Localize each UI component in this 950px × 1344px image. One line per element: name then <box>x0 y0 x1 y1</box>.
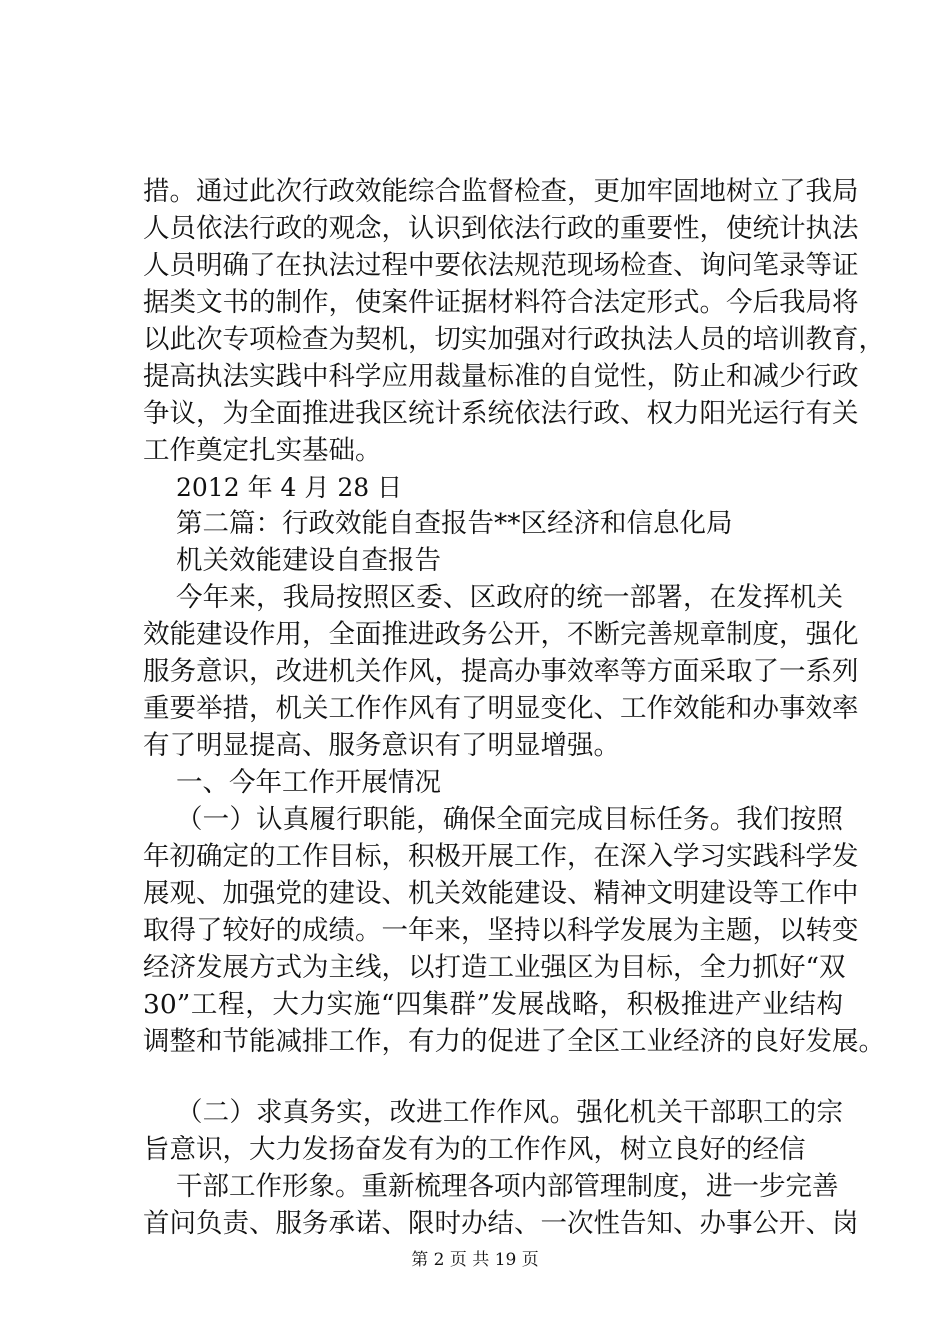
section-title: 第二篇：行政效能自查报告**区经济和信息化局 <box>176 508 733 539</box>
text-line: 干部工作形象。重新梳理各项内部管理制度，进一步完善 <box>176 1171 839 1202</box>
text-line: 人员明确了在执法过程中要依法规范现场检查、询问笔录等证 <box>143 250 859 281</box>
text-line: 工作奠定扎实基础。 <box>143 435 382 466</box>
text-line: 旨意识，大力发扬奋发有为的工作作风，树立良好的经信 <box>143 1134 806 1165</box>
text-line: 今年来，我局按照区委、区政府的统一部署，在发挥机关 <box>176 582 843 613</box>
text-line: 服务意识，改进机关作风，提高办事效率等方面采取了一系列 <box>143 656 859 687</box>
text-line: 调整和节能减排工作，有力的促进了全区工业经济的良好发展。 <box>143 1026 885 1057</box>
section-heading: 一、今年工作开展情况 <box>176 767 441 798</box>
text-line: 以此次专项检查为契机，切实加强对行政执法人员的培训教育， <box>143 324 885 355</box>
date-line: 2012 年 4 月 28 日 <box>176 473 403 502</box>
text-line: 有了明显提高、服务意识有了明显增强。 <box>143 730 620 761</box>
text-line: （一）认真履行职能，确保全面完成目标任务。我们按照 <box>176 804 843 835</box>
text-line: 首问负责、服务承诺、限时办结、一次性告知、办事公开、岗 <box>143 1208 859 1239</box>
text-line: （二）求真务实，改进工作作风。强化机关干部职工的宗 <box>176 1097 843 1128</box>
text-line: 重要举措，机关工作作风有了明显变化、工作效能和办事效率 <box>143 693 859 724</box>
text-line: 经济发展方式为主线，以打造工业强区为目标，全力抓好“双 <box>143 952 846 983</box>
text-line: 争议，为全面推进我区统计系统依法行政、权力阳光运行有关 <box>143 398 859 429</box>
text-line: 30”工程，大力实施“四集群”发展战略，积极推进产业结构 <box>143 989 843 1020</box>
report-title: 机关效能建设自查报告 <box>176 545 441 576</box>
text-line: 据类文书的制作，使案件证据材料符合法定形式。今后我局将 <box>143 287 859 318</box>
text-line: 展观、加强党的建设、机关效能建设、精神文明建设等工作中 <box>143 878 859 909</box>
page-footer: 第 2 页 共 19 页 <box>411 1250 539 1270</box>
text-line: 取得了较好的成绩。一年来，坚持以科学发展为主题，以转变 <box>143 915 859 946</box>
text-line: 人员依法行政的观念，认识到依法行政的重要性，使统计执法 <box>143 213 859 244</box>
text-line: 年初确定的工作目标，积极开展工作，在深入学习实践科学发 <box>143 841 859 872</box>
text-line: 提高执法实践中科学应用裁量标准的自觉性，防止和减少行政 <box>143 361 859 392</box>
text-line: 措。通过此次行政效能综合监督检查，更加牢固地树立了我局 <box>143 176 859 207</box>
text-line: 效能建设作用，全面推进政务公开，不断完善规章制度，强化 <box>143 619 859 650</box>
